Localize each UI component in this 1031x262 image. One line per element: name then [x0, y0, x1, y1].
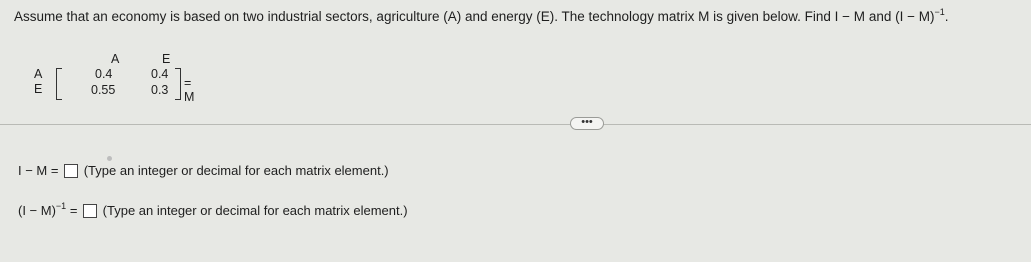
matrix-cell-e-a: 0.55: [91, 83, 116, 97]
answer-1-expression: I − M =: [18, 163, 59, 178]
matrix-right-bracket: [175, 68, 181, 100]
find-expression-1: I − M: [834, 9, 866, 24]
answer-1-instruction: (Type an integer or decimal for each matrix element.): [83, 163, 389, 178]
section-divider: [0, 124, 1031, 125]
matrix-cell-a-a: 0.4: [95, 67, 113, 81]
answer-1-input[interactable]: [64, 164, 78, 178]
matrix-left-bracket: [56, 68, 62, 100]
matrix-row-header-e: E: [34, 82, 43, 96]
question-body: Assume that an economy is based on two industrial sectors, agriculture (A) and energy (E). The technology matrix M is given below. Find: [14, 9, 831, 24]
answer-2-equals: =: [69, 203, 78, 218]
cursor-indicator: [107, 156, 112, 161]
answer-inverse: [18, 203, 408, 218]
find-expression-2: [895, 9, 945, 24]
more-options-button[interactable]: •••: [570, 117, 604, 130]
answer-2-instruction: (Type an integer or decimal for each matrix element.): [102, 203, 408, 218]
answer-2-input[interactable]: [83, 204, 97, 218]
matrix-cell-a-e: 0.4: [151, 67, 169, 81]
question-text: [14, 9, 949, 24]
matrix-column-header-e: E: [162, 52, 171, 66]
matrix-column-header-a: A: [111, 52, 120, 66]
answer-i-minus-m: [18, 163, 389, 178]
matrix-row-header-a: A: [34, 67, 43, 81]
answer-2-expression-base: (I − M): [18, 203, 56, 218]
matrix-equals-m: = M: [184, 76, 195, 104]
find-expression-2-exponent: −1: [934, 7, 945, 17]
question-period: .: [944, 9, 949, 24]
answer-2-expression: [18, 203, 66, 218]
find-expression-2-base: (I − M): [895, 9, 935, 24]
and-word: and: [868, 9, 892, 24]
answer-2-exponent: −1: [55, 201, 67, 211]
matrix-cell-e-e: 0.3: [151, 83, 169, 97]
